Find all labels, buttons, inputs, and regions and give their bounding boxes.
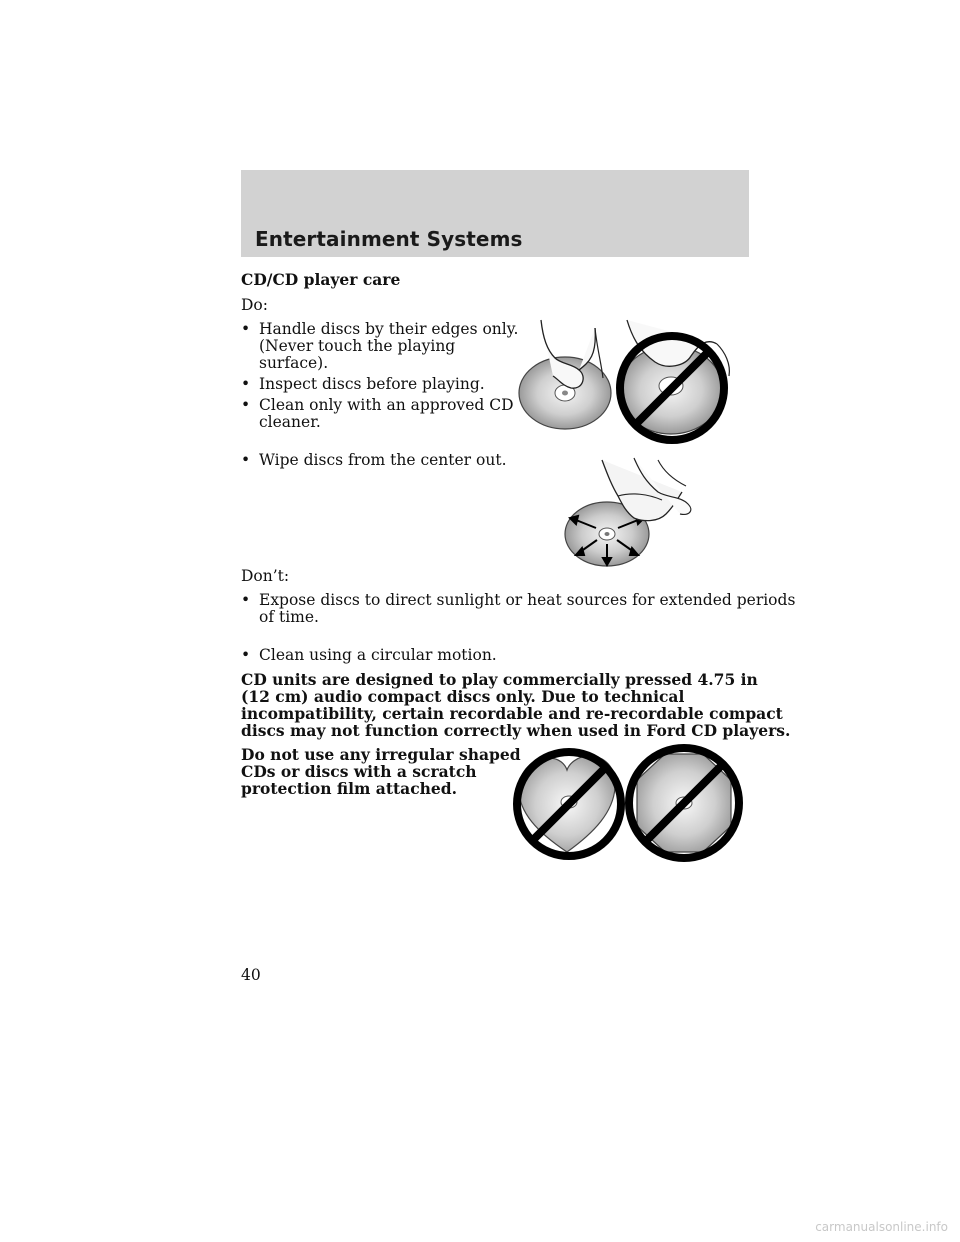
header-title: Entertainment Systems xyxy=(255,227,523,251)
notice-line: discs may not function correctly when used in Ford CD players. xyxy=(241,721,791,740)
warning-line: CDs or discs with a scratch xyxy=(241,762,477,781)
section-header xyxy=(241,170,749,257)
section-title: CD/CD player care xyxy=(241,270,401,289)
do-label: Do: xyxy=(241,296,268,314)
notice-line: (12 cm) audio compact discs only. Due to technical xyxy=(241,687,685,706)
dont-label: Don’t: xyxy=(241,567,290,585)
page-number: 40 xyxy=(241,966,261,984)
warning-line: Do not use any irregular shaped xyxy=(241,745,521,764)
notice-line: incompatibility, certain recordable and re-recordable compact xyxy=(241,704,783,723)
watermark-link[interactable]: carmanualsonline.info xyxy=(815,1220,948,1234)
wipe-disc-illustration xyxy=(562,452,748,568)
irregular-disc-illustration xyxy=(507,740,749,862)
notice-line: CD units are designed to play commercially pressed 4.75 in xyxy=(241,670,758,689)
handle-disc-illustration xyxy=(517,318,749,446)
warning-line: protection film attached. xyxy=(241,779,458,798)
